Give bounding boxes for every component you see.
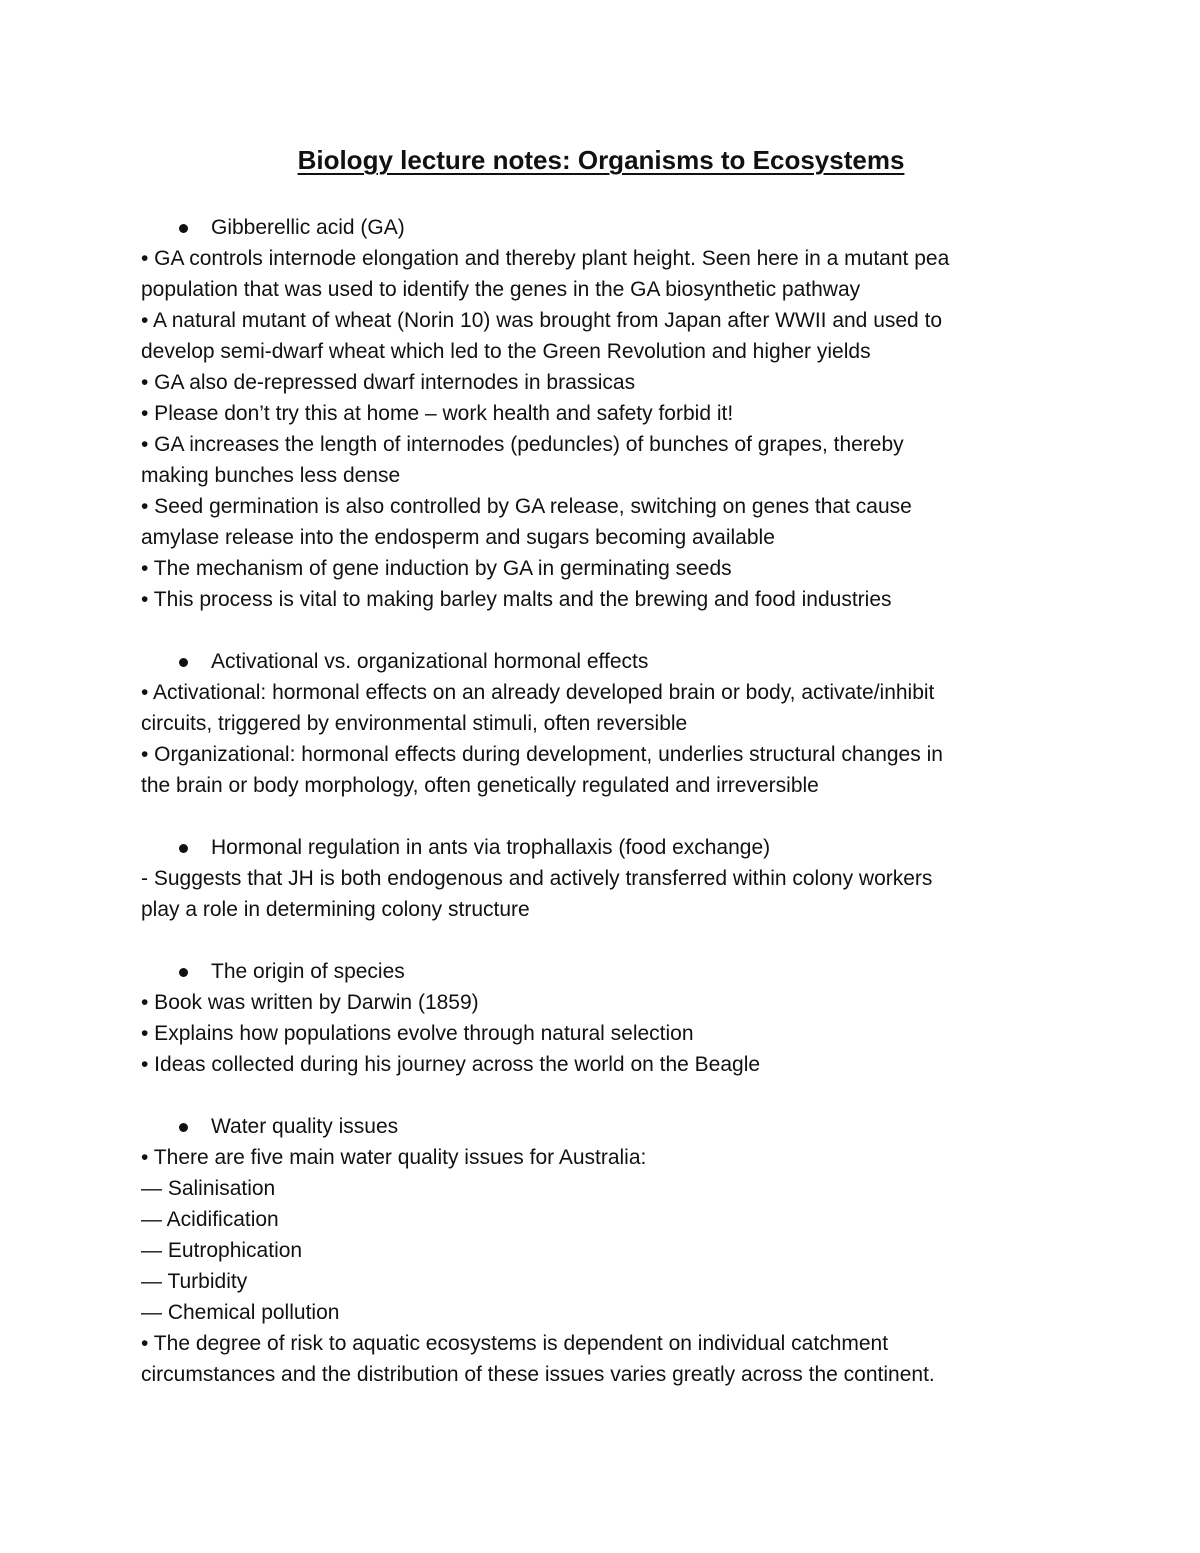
body-line: circumstances and the distribution of these issues varies greatly across the continent. [141, 1363, 935, 1386]
body-line: • Seed germination is also controlled by GA release, switching on genes that cause [141, 495, 912, 518]
body-line: — Acidification [141, 1208, 279, 1231]
section-heading-text: Gibberellic acid (GA) [211, 216, 405, 239]
body-line: - Suggests that JH is both endogenous and actively transferred within colony workers [141, 867, 933, 890]
body-line: • GA controls internode elongation and thereby plant height. Seen here in a mutant pea [141, 247, 950, 270]
body-line: making bunches less dense [141, 464, 401, 487]
body-line: develop semi-dwarf wheat which led to the Green Revolution and higher yields [141, 340, 871, 363]
bullet-icon [179, 224, 188, 233]
section-heading [141, 212, 1061, 243]
section-trophallaxis [141, 832, 1061, 925]
section-heading-text: Water quality issues [211, 1115, 399, 1138]
section-heading [141, 646, 1061, 677]
body-line: — Salinisation [141, 1177, 276, 1200]
body-line: — Chemical pollution [141, 1301, 340, 1324]
section-water-quality [141, 1111, 1061, 1390]
section-origin-of-species [141, 956, 1061, 1080]
body-line: play a role in determining colony structure [141, 898, 530, 921]
body-line: — Eutrophication [141, 1239, 303, 1262]
body-line: • Please don’t try this at home – work health and safety forbid it! [141, 402, 734, 425]
body-line: • There are five main water quality issues for Australia: [141, 1146, 647, 1169]
section-hormonal-effects [141, 646, 1061, 801]
section-heading-text: The origin of species [211, 960, 405, 983]
body-line: • The mechanism of gene induction by GA in germinating seeds [141, 557, 732, 580]
body-line: population that was used to identify the genes in the GA biosynthetic pathway [141, 278, 861, 301]
bullet-icon [179, 1123, 188, 1132]
section-heading-text: Activational vs. organizational hormonal effects [211, 650, 649, 673]
body-line: • Ideas collected during his journey across the world on the Beagle [141, 1053, 761, 1076]
body-line: • Organizational: hormonal effects during development, underlies structural changes in [141, 743, 943, 766]
body-line: the brain or body morphology, often genetically regulated and irreversible [141, 774, 819, 797]
body-line: amylase release into the endosperm and sugars becoming available [141, 526, 775, 549]
section-heading-text: Hormonal regulation in ants via trophallaxis (food exchange) [211, 836, 771, 859]
document-page [141, 138, 1061, 1421]
page-title: Biology lecture notes: Organisms to Ecosystems [297, 145, 905, 175]
bullet-icon [179, 968, 188, 977]
body-line: • Activational: hormonal effects on an already developed brain or body, activate/inhibit [141, 681, 935, 704]
body-line: circuits, triggered by environmental stimuli, often reversible [141, 712, 688, 735]
bullet-icon [179, 658, 188, 667]
body-line: • Explains how populations evolve through natural selection [141, 1022, 694, 1045]
section-heading [141, 956, 1061, 987]
body-line: — Turbidity [141, 1270, 248, 1293]
body-line: • Book was written by Darwin (1859) [141, 991, 479, 1014]
section-gibberellic-acid [141, 212, 1061, 615]
section-heading [141, 832, 1061, 863]
body-line: • The degree of risk to aquatic ecosystems is dependent on individual catchment [141, 1332, 889, 1355]
body-line: • A natural mutant of wheat (Norin 10) was brought from Japan after WWII and used to [141, 309, 943, 332]
body-line: • This process is vital to making barley malts and the brewing and food industries [141, 588, 892, 611]
section-heading [141, 1111, 1061, 1142]
bullet-icon [179, 844, 188, 853]
body-line: • GA increases the length of internodes (peduncles) of bunches of grapes, thereby [141, 433, 904, 456]
body-line: • GA also de-repressed dwarf internodes in brassicas [141, 371, 636, 394]
